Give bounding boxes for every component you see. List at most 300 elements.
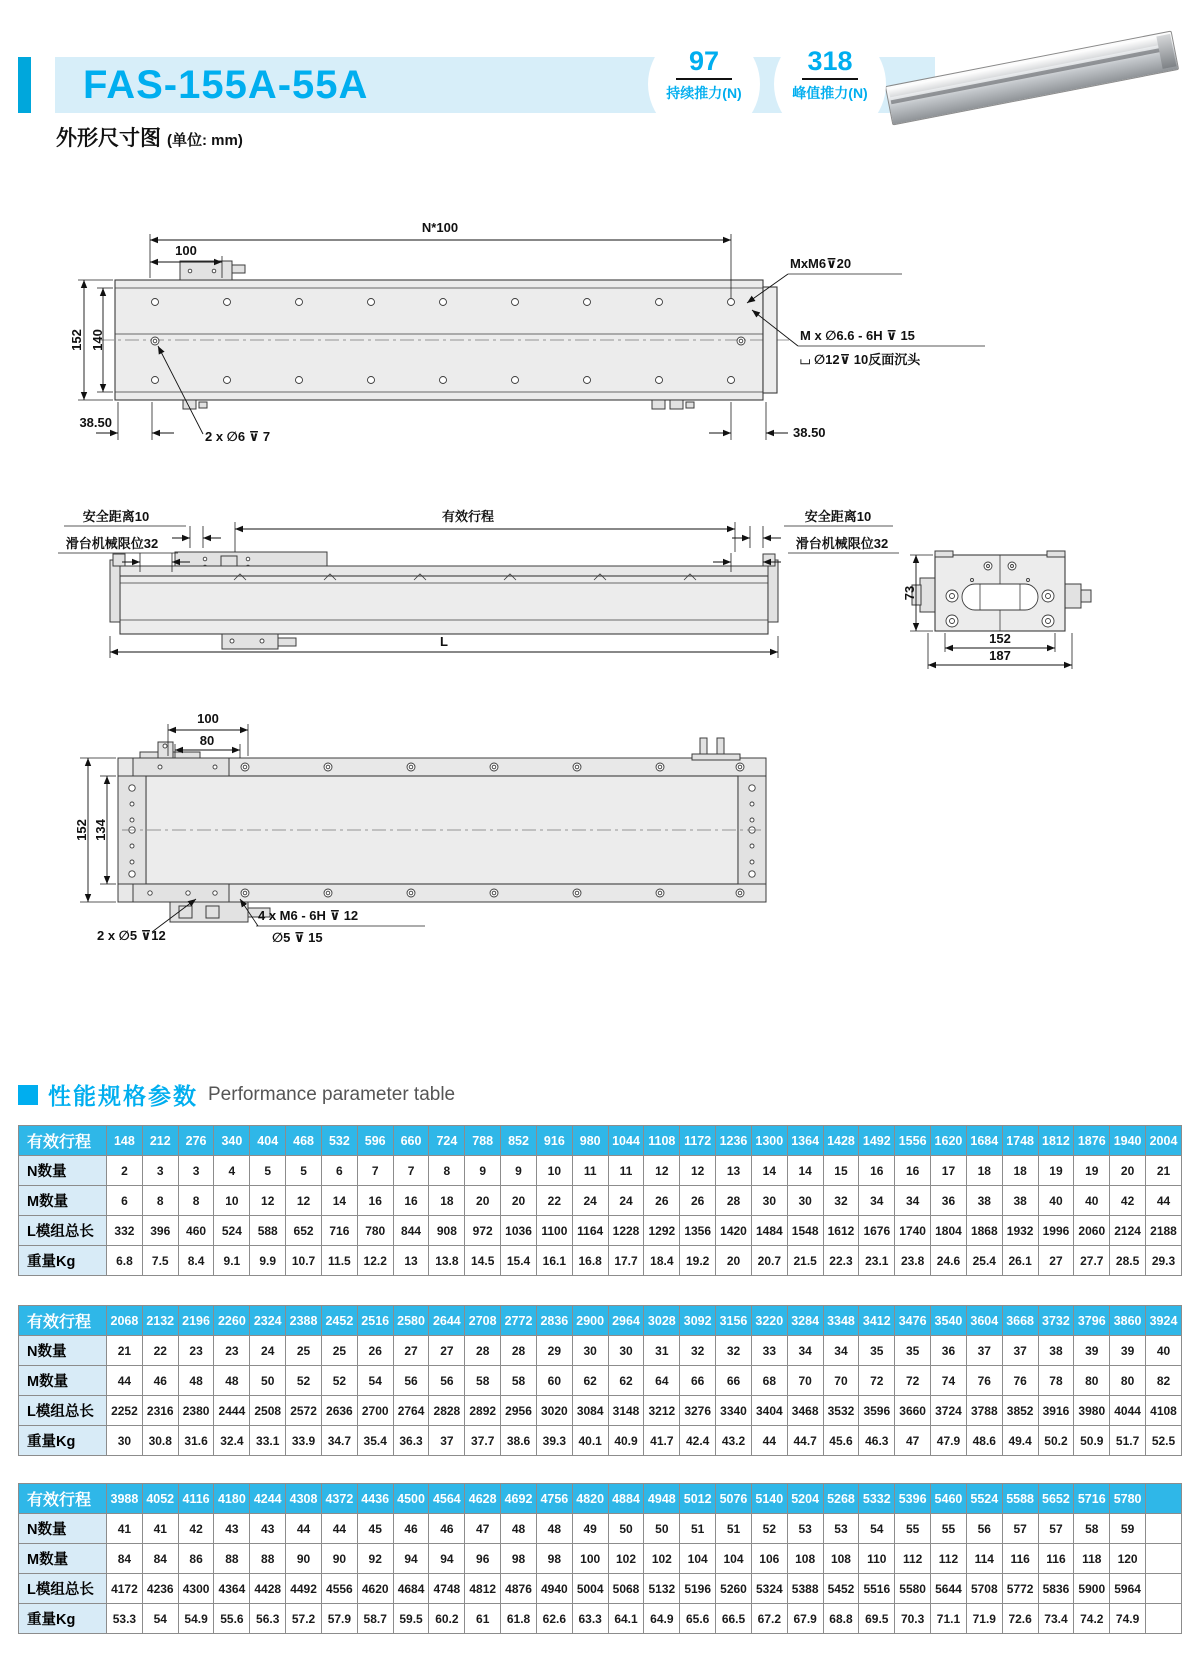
cell-value: 4556 [321,1574,357,1604]
cell-value: 26 [644,1186,680,1216]
cell-value: 51 [680,1514,716,1544]
cell-value: 1868 [966,1216,1002,1246]
cell-value: 50.2 [1038,1426,1074,1456]
peak-force-label: 峰值推力(N) [792,85,868,101]
stroke-value: 4884 [608,1484,644,1514]
cell-value: 45.6 [823,1426,859,1456]
cell-value: 104 [716,1544,752,1574]
stroke-value: 5140 [751,1484,787,1514]
cell-value: 2252 [107,1396,143,1426]
cell-value: 84 [142,1544,178,1574]
stroke-value: 1108 [644,1126,680,1156]
cell-value: 50 [608,1514,644,1544]
cell-value: 1932 [1002,1216,1038,1246]
dim-label-134: 134 [93,819,108,841]
side-view-drawing [58,509,899,658]
cell-value: 24.6 [931,1246,967,1276]
cell-value: 39.3 [536,1426,572,1456]
cell-value: 3596 [859,1396,895,1426]
row-label: L模组总长 [19,1216,107,1246]
stroke-value: 148 [107,1126,143,1156]
cell-value: 53.3 [107,1604,143,1634]
cell-value: 2316 [142,1396,178,1426]
cell-value: 120 [1110,1544,1146,1574]
cell-value: 43 [214,1514,250,1544]
table-row [19,1604,1182,1634]
cell-value: 5324 [751,1574,787,1604]
cell-value: 3916 [1038,1396,1074,1426]
continuous-force-badge [648,28,760,140]
cell-value: 118 [1074,1544,1110,1574]
stroke-value: 1556 [895,1126,931,1156]
table-row [19,1544,1182,1574]
stroke-value: 3540 [931,1306,967,1336]
cell-value: 70.3 [895,1604,931,1634]
cell-value: 59 [1110,1514,1146,1544]
cell-value: 76 [966,1366,1002,1396]
cell-value: 46 [429,1514,465,1544]
cell-value: 56.3 [250,1604,286,1634]
cell-value: 102 [644,1544,680,1574]
row-label: L模组总长 [19,1396,107,1426]
stroke-value: 2068 [107,1306,143,1336]
cell-value: 1228 [608,1216,644,1246]
cell-value: 5132 [644,1574,680,1604]
stroke-value: 5780 [1110,1484,1146,1514]
row-label: M数量 [19,1544,107,1574]
cell-value: 2124 [1110,1216,1146,1246]
cell-value: 58.7 [357,1604,393,1634]
cell-value: 25 [286,1336,322,1366]
cell-value: 54 [859,1514,895,1544]
peak-force-badge [774,28,886,140]
cell-value: 28 [465,1336,501,1366]
stroke-value: 3860 [1110,1306,1146,1336]
cell-value: 31.6 [178,1426,214,1456]
cell-value: 64.9 [644,1604,680,1634]
cell-value: 3532 [823,1396,859,1426]
dim-label-80: 80 [199,733,215,748]
stroke-value: 4948 [644,1484,680,1514]
stroke-value: 1044 [608,1126,644,1156]
stroke-value: 788 [465,1126,501,1156]
cell-value: 16.1 [536,1246,572,1276]
row-label: M数量 [19,1366,107,1396]
cell-value: 112 [931,1544,967,1574]
cell-value: 52 [751,1514,787,1544]
stroke-value: 3284 [787,1306,823,1336]
cell-value: 27.7 [1074,1246,1110,1276]
cell-value: 3340 [716,1396,752,1426]
stroke-value: 1684 [966,1126,1002,1156]
cell-value: 41.7 [644,1426,680,1456]
cell-value: 54.9 [178,1604,214,1634]
stroke-value: 5652 [1038,1484,1074,1514]
cell-value: 13.8 [429,1246,465,1276]
cell-value: 20.7 [751,1246,787,1276]
cell-value: 14 [787,1156,823,1186]
cell-value: 54 [142,1604,178,1634]
stroke-value: 1300 [751,1126,787,1156]
cell-value: 55 [931,1514,967,1544]
stroke-value: 2004 [1146,1126,1182,1156]
cell-value: 49.4 [1002,1426,1038,1456]
cell-value: 34 [859,1186,895,1216]
section-bullet-square [18,1085,38,1105]
cell-value: 1612 [823,1216,859,1246]
safety-distance-left-label: 安全距离10 [82,509,150,524]
cell-value: 66 [680,1366,716,1396]
cell-value: 4428 [250,1574,286,1604]
cell-value: 4044 [1110,1396,1146,1426]
cell-value: 10.7 [286,1246,322,1276]
cell-value: 1548 [787,1216,823,1246]
cell-value: 6.8 [107,1246,143,1276]
note-counterbore-1: M x ∅6.6 - 6H ⊽ 15 [800,328,915,343]
cell-value: 12 [644,1156,680,1186]
cell-value: 94 [393,1544,429,1574]
cell-value: 5644 [931,1574,967,1604]
table-row [19,1574,1182,1604]
cell-value: 102 [608,1544,644,1574]
cell-value: 43 [250,1514,286,1544]
cell-value: 4172 [107,1574,143,1604]
cell-value: 39 [1110,1336,1146,1366]
dim-label-length: L [440,634,448,649]
stroke-value: 2388 [286,1306,322,1336]
stroke-value: 3156 [716,1306,752,1336]
cell-value: 3980 [1074,1396,1110,1426]
cell-value: 84 [107,1544,143,1574]
cell-value: 19 [1074,1156,1110,1186]
cell-value: 3724 [931,1396,967,1426]
cell-value: 112 [895,1544,931,1574]
cell-value: 2380 [178,1396,214,1426]
cell-value: 8 [178,1186,214,1216]
page-title: FAS-155A-55A [83,63,369,107]
table-header-row [19,1484,1182,1514]
cell-value: 90 [321,1544,357,1574]
dim-label-3850-right: 38.50 [793,425,826,440]
cell-value: 18 [1002,1156,1038,1186]
stroke-value: 3476 [895,1306,931,1336]
cell-value: 2892 [465,1396,501,1426]
cell-value: 1420 [716,1216,752,1246]
cell-value: 460 [178,1216,214,1246]
cell-value: 44 [286,1514,322,1544]
stroke-value: 4820 [572,1484,608,1514]
cell-value: 2636 [321,1396,357,1426]
cell-value: 58 [1074,1514,1110,1544]
stroke-value: 3092 [680,1306,716,1336]
cell-value: 44 [751,1426,787,1456]
performance-table-1 [18,1125,1182,1276]
cell-value: 68 [751,1366,787,1396]
stroke-value: 4372 [321,1484,357,1514]
stroke-value: 2580 [393,1306,429,1336]
dim-label-100-bottom: 100 [197,711,219,726]
cell-value: 47 [895,1426,931,1456]
stroke-value: 5716 [1074,1484,1110,1514]
cell-value: 44.7 [787,1426,823,1456]
note-tap-1: 4 x M6 - 6H ⊽ 12 [258,908,359,923]
cell-value: 76 [1002,1366,1038,1396]
performance-table-2 [18,1305,1182,1456]
row-label: N数量 [19,1336,107,1366]
cell-value: 1292 [644,1216,680,1246]
cell-value: 38 [1002,1186,1038,1216]
row-label: 有效行程 [19,1126,107,1156]
stroke-value: 4308 [286,1484,322,1514]
table-row [19,1246,1182,1276]
cell-value: 57 [1002,1514,1038,1544]
cell-value: 13 [393,1246,429,1276]
cell-value: 32 [716,1336,752,1366]
cell-value: 7.5 [142,1246,178,1276]
cell-value: 108 [787,1544,823,1574]
cell-value: 20 [465,1186,501,1216]
end-view-drawing [902,551,1091,669]
dim-label-3850-left: 38.50 [79,415,112,430]
cell-value: 10 [536,1156,572,1186]
cell-value: 56 [393,1366,429,1396]
cell-value: 12.2 [357,1246,393,1276]
cell-value: 12 [286,1186,322,1216]
cell-value: 332 [107,1216,143,1246]
table-header-row [19,1306,1182,1336]
effective-stroke-label: 有效行程 [441,509,495,524]
cell-value: 52 [321,1366,357,1396]
cell-value: 21.5 [787,1246,823,1276]
cell-value: 16.8 [572,1246,608,1276]
dim-label-152-bottom: 152 [74,819,89,841]
cell-value: 57 [1038,1514,1074,1544]
cell-value: 14 [321,1186,357,1216]
cell-value: 5580 [895,1574,931,1604]
drawing-subtitle-text: 外形尺寸图 [56,127,161,150]
cell-value: 23.8 [895,1246,931,1276]
cell-value: 52.5 [1146,1426,1182,1456]
stroke-value: 596 [357,1126,393,1156]
module-end-cap [1156,34,1176,69]
cell-value: 25 [321,1336,357,1366]
cell-value: 48 [536,1514,572,1544]
cell-value: 3276 [680,1396,716,1426]
cell-value: 5 [250,1156,286,1186]
cell-value: 28 [716,1186,752,1216]
stroke-value: 852 [501,1126,537,1156]
cell-value: 2700 [357,1396,393,1426]
cell-value: 6 [321,1156,357,1186]
stroke-value: 2132 [142,1306,178,1336]
cell-value: 50.9 [1074,1426,1110,1456]
stroke-value: 2324 [250,1306,286,1336]
cell-value: 17 [931,1156,967,1186]
cell-value: 106 [751,1544,787,1574]
cell-value: 14.5 [465,1246,501,1276]
cell-value: 58 [465,1366,501,1396]
cell-value: 114 [966,1544,1002,1574]
stroke-value [1146,1484,1182,1514]
table-row [19,1366,1182,1396]
cell-value: 82 [1146,1366,1182,1396]
stroke-value: 4116 [178,1484,214,1514]
cell-value: 5452 [823,1574,859,1604]
stroke-value: 1620 [931,1126,967,1156]
cell-value: 972 [465,1216,501,1246]
cell-value: 23 [214,1336,250,1366]
cell-value: 100 [572,1544,608,1574]
cell-value: 3 [178,1156,214,1186]
cell-value: 8 [142,1186,178,1216]
cell-value: 1100 [536,1216,572,1246]
cell-value: 61.8 [501,1604,537,1634]
cell-value: 5068 [608,1574,644,1604]
table-row [19,1336,1182,1366]
cell-value: 42 [178,1514,214,1544]
cell-value: 110 [859,1544,895,1574]
cell-value: 71.1 [931,1604,967,1634]
cell-value: 37 [966,1336,1002,1366]
cell-value: 61 [465,1604,501,1634]
cell-value: 96 [465,1544,501,1574]
cell-value: 90 [286,1544,322,1574]
cell-value: 40.1 [572,1426,608,1456]
cell-value: 49 [572,1514,608,1544]
cell-value: 72 [895,1366,931,1396]
cell-value: 1164 [572,1216,608,1246]
stroke-value: 4180 [214,1484,250,1514]
stroke-value: 5076 [716,1484,752,1514]
stroke-value: 5588 [1002,1484,1038,1514]
cell-value: 72 [859,1366,895,1396]
cell-value: 2 [107,1156,143,1186]
cell-value: 62.6 [536,1604,572,1634]
cell-value: 20 [1110,1156,1146,1186]
cell-value: 27 [429,1336,465,1366]
cell-value: 3404 [751,1396,787,1426]
cell-value: 37 [1002,1336,1038,1366]
cell-value: 5772 [1002,1574,1038,1604]
stroke-value: 2260 [214,1306,250,1336]
cell-value: 24 [608,1186,644,1216]
stroke-value: 1876 [1074,1126,1110,1156]
note-bottom-holes: 2 x ∅6 ⊽ 7 [205,429,271,444]
cell-value: 66 [716,1366,752,1396]
dim-label-152: 152 [69,329,84,351]
cell-value: 71.9 [966,1604,1002,1634]
cell-value [1146,1574,1182,1604]
cell-value: 54 [357,1366,393,1396]
stroke-value: 3732 [1038,1306,1074,1336]
cell-value: 4364 [214,1574,250,1604]
cell-value: 652 [286,1216,322,1246]
cell-value: 48 [178,1366,214,1396]
cell-value: 62 [572,1366,608,1396]
cell-value: 104 [680,1544,716,1574]
cell-value: 40 [1146,1336,1182,1366]
stroke-value: 2644 [429,1306,465,1336]
cell-value: 5836 [1038,1574,1074,1604]
cell-value: 46.3 [859,1426,895,1456]
cell-value: 396 [142,1216,178,1246]
cell-value: 59.5 [393,1604,429,1634]
cell-value: 3212 [644,1396,680,1426]
bottom-view-drawing [74,711,766,945]
module-top-face [888,34,1168,97]
cell-value: 70 [823,1366,859,1396]
cell-value: 14 [751,1156,787,1186]
stroke-value: 660 [393,1126,429,1156]
cell-value: 46 [393,1514,429,1544]
cell-value: 47.9 [931,1426,967,1456]
cell-value: 98 [536,1544,572,1574]
cell-value: 4620 [357,1574,393,1604]
cell-value: 4300 [178,1574,214,1604]
stroke-value: 5204 [787,1484,823,1514]
cell-value: 18 [429,1186,465,1216]
cell-value: 64 [644,1366,680,1396]
stroke-value: 980 [572,1126,608,1156]
stroke-value: 5012 [680,1484,716,1514]
stroke-value: 5460 [931,1484,967,1514]
dim-label-73: 73 [902,585,917,601]
dim-label-187: 187 [989,648,1011,663]
cell-value: 2444 [214,1396,250,1426]
cell-value [1146,1514,1182,1544]
table-row [19,1186,1182,1216]
row-label: 重量Kg [19,1246,107,1276]
cell-value: 56 [429,1366,465,1396]
cell-value: 524 [214,1216,250,1246]
table-row [19,1396,1182,1426]
stroke-value: 2964 [608,1306,644,1336]
stroke-value: 1428 [823,1126,859,1156]
cell-value: 35 [895,1336,931,1366]
stroke-value: 4756 [536,1484,572,1514]
cell-value: 39 [1074,1336,1110,1366]
table-row [19,1156,1182,1186]
cell-value: 12 [250,1186,286,1216]
section-title-en: Performance parameter table [208,1083,456,1105]
stroke-value: 1492 [859,1126,895,1156]
stroke-value: 2452 [321,1306,357,1336]
cell-value: 2956 [501,1396,537,1426]
cell-value: 80 [1110,1366,1146,1396]
cell-value: 1484 [751,1216,787,1246]
stroke-value: 276 [178,1126,214,1156]
stroke-value: 1364 [787,1126,823,1156]
stroke-value: 468 [286,1126,322,1156]
cell-value: 12 [680,1156,716,1186]
stroke-value: 4564 [429,1484,465,1514]
cell-value: 3020 [536,1396,572,1426]
cell-value: 80 [1074,1366,1110,1396]
cell-value: 8 [429,1156,465,1186]
cell-value: 36 [931,1336,967,1366]
cell-value: 48 [214,1366,250,1396]
cell-value: 62 [608,1366,644,1396]
cell-value: 27 [393,1336,429,1366]
cell-value: 47 [465,1514,501,1544]
cell-value: 34.7 [321,1426,357,1456]
cell-value: 40 [1038,1186,1074,1216]
cell-value: 41 [142,1514,178,1544]
stroke-value: 4500 [393,1484,429,1514]
cell-value: 908 [429,1216,465,1246]
cell-value: 26 [357,1336,393,1366]
cell-value: 1740 [895,1216,931,1246]
